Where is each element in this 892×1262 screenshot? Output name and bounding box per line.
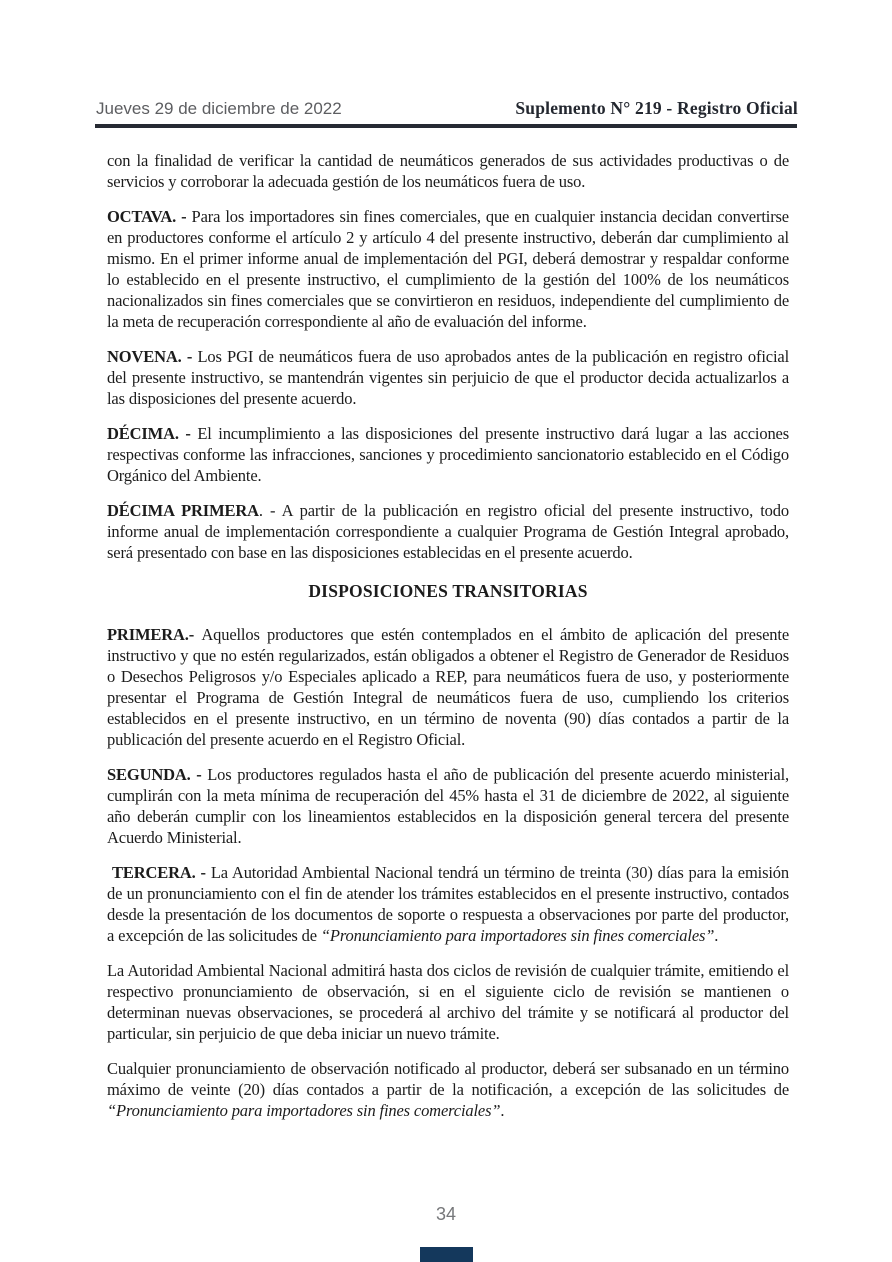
header-edition-title: Suplemento N° 219 - Registro Oficial bbox=[515, 98, 798, 118]
paragraph-text: con la finalidad de verificar la cantidad de neumáticos generados de sus actividades productivas o de servicios y corroborar la adecuada gestión de los neumáticos fuera de uso. bbox=[107, 151, 789, 191]
paragraph-text: Los productores regulados hasta el año de publicación del presente acuerdo ministerial, cumplirán con la meta mínima de recuperación del 45% hasta el 31 de diciembre de 2022, al siguiente año deberán cumplir con los lineamientos establecidos en la disposición general tercera del presente Acuerdo Ministerial. bbox=[107, 765, 789, 847]
document-body bbox=[107, 150, 789, 1135]
page-number: 34 bbox=[435, 1204, 457, 1224]
paragraph-subsanacion bbox=[107, 1058, 789, 1121]
paragraph-segunda bbox=[107, 764, 789, 848]
paragraph-lead: DÉCIMA. - bbox=[107, 424, 198, 443]
paragraph-continuation bbox=[107, 150, 789, 192]
quoted-phrase: “Pronunciamiento para importadores sin fines comerciales” bbox=[107, 1101, 501, 1120]
paragraph-text: Cualquier pronunciamiento de observación notificado al productor, deberá ser subsanado en un término máximo de veinte (20) días contados a partir de la notificación, a excepción de las solicitudes de bbox=[107, 1059, 789, 1099]
paragraph-lead: TERCERA. - bbox=[112, 863, 211, 882]
paragraph-text: Para los importadores sin fines comerciales, que en cualquier instancia decidan convertirse en productores conforme el artículo 2 y artículo 4 del presente instructivo, deberán dar cumplimiento al mismo. En el primer informe anual de implementación del PGI, deberá demostrar y respaldar conforme lo establecido en el presente instructivo, el cumplimiento de la gestión del 100% de los neumáticos nacionalizados sin fines comerciales que se convirtieron en residuos, independiente del cumplimiento de la meta de recuperación correspondiente al año de evaluación del informe. bbox=[107, 207, 789, 331]
paragraph-text: El incumplimiento a las disposiciones del presente instructivo dará lugar a las acciones respectivas conforme las infracciones, sanciones y procedimiento sancionatorio establecido en el Código Orgánico del Ambiente. bbox=[107, 424, 789, 485]
paragraph-ciclos-revision bbox=[107, 960, 789, 1044]
paragraph-decima-primera bbox=[107, 500, 789, 563]
paragraph-octava bbox=[107, 206, 789, 332]
paragraph-text: Aquellos productores que estén contemplados en el ámbito de aplicación del presente instructivo y que no estén regularizados, están obligados a obtener el Registro de Generador de Residuos o Desechos Peligrosos y/o Especiales aplicado a REP, para neumáticos fuera de uso, y posteriormente presentar el Programa de Gestión Integral de neumáticos fuera de uso, cumpliendo los criterios establecidos en el presente instructivo, en un término de noventa (90) días contados a partir de la publicación del presente acuerdo en el Registro Oficial. bbox=[107, 625, 789, 749]
paragraph-primera bbox=[107, 624, 789, 750]
paragraph-text: . - A partir de la publicación en registro oficial del presente instructivo, todo informe anual de implementación correspondiente a cualquier Programa de Gestión Integral aprobado, será presentado con base en las disposiciones establecidas en el presente acuerdo. bbox=[107, 501, 789, 562]
page-header bbox=[96, 98, 798, 119]
paragraph-lead: DÉCIMA PRIMERA bbox=[107, 501, 259, 520]
quoted-phrase: “Pronunciamiento para importadores sin fines comerciales” bbox=[320, 926, 715, 945]
paragraph-lead: NOVENA. - bbox=[107, 347, 198, 366]
paragraph-lead: OCTAVA. - bbox=[107, 207, 192, 226]
header-date: Jueves 29 de diciembre de 2022 bbox=[96, 99, 342, 118]
paragraph-text: La Autoridad Ambiental Nacional admitirá hasta dos ciclos de revisión de cualquier trámite, emitiendo el respectivo pronunciamiento de observación, si en el siguiente ciclo de revisión se mantienen o determinan nuevas observaciones, se procederá al archivo del trámite y se notificará al productor del particular, sin perjuicio de que deba iniciar un nuevo trámite. bbox=[107, 961, 789, 1043]
paragraph-text: La Autoridad Ambiental Nacional tendrá un término de treinta (30) días para la emisión de un pronunciamiento con el fin de atender los trámites establecidos en el presente instructivo, contados desde la presentación de los documentos de soporte o respuesta a observaciones por parte del productor, a excepción de las solicitudes de bbox=[107, 863, 789, 945]
paragraph-text: . bbox=[500, 1101, 505, 1120]
paragraph-text: Los PGI de neumáticos fuera de uso aprobados antes de la publicación en registro oficial del presente instructivo, se mantendrán vigentes sin perjuicio de que el productor decida actualizarlos a las disposiciones del presente acuerdo. bbox=[107, 347, 789, 408]
paragraph-text: . bbox=[714, 926, 719, 945]
footer-navy-mark bbox=[420, 1247, 473, 1262]
paragraph-lead: SEGUNDA. - bbox=[107, 765, 208, 784]
paragraph-tercera bbox=[107, 862, 789, 946]
paragraph-novena bbox=[107, 346, 789, 409]
paragraph-decima bbox=[107, 423, 789, 486]
paragraph-lead: PRIMERA.- bbox=[107, 625, 202, 644]
header-rule bbox=[95, 124, 797, 128]
section-heading: DISPOSICIONES TRANSITORIAS bbox=[308, 581, 588, 601]
